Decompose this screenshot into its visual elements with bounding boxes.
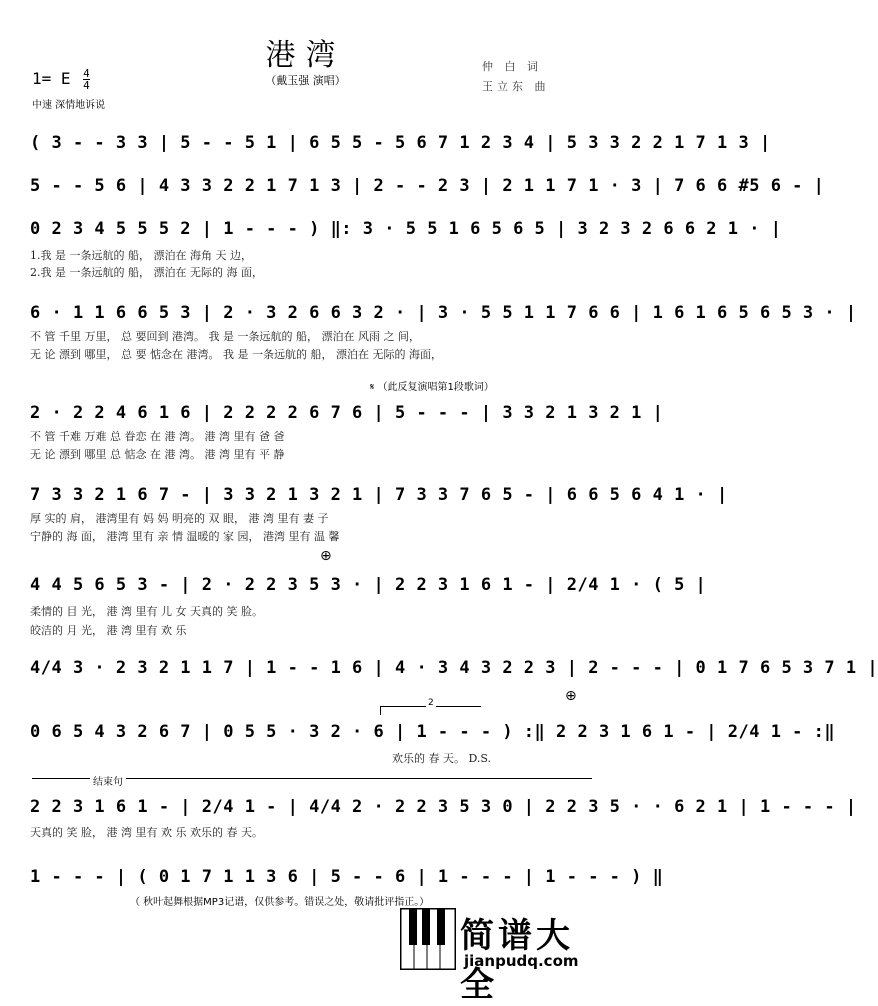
performer: （戴玉强 演唱） [265,74,346,87]
lyric-line: 欢乐的 春 天。 D.S. [392,752,492,765]
time-signature [83,68,90,91]
lyric-line: 1.我 是 一条远航的 船， 漂泊在 海角 天 边， [30,249,252,262]
volta-label: 2 [428,698,434,708]
staff-row: ( 3 - - 3 3 | 5 - - 5 1 | 6 5 5 - 5 6 7 1 2 3 4 | 5 3 3 2 2 1 7 1 3 | [30,133,771,153]
volta-bracket [380,698,481,715]
composer: 王立东 曲 [482,80,550,93]
coda-icon: ⊕ [565,688,577,704]
lyric-line: 2.我 是 一条远航的 船， 漂泊在 无际的 海 面， [30,266,263,279]
staff-row: 0 6 5 4 3 2 6 7 | 0 5 5 · 3 2 · 6 | 1 - - - ) :‖ 2 2 3 1 6 1 - | 2/4 1 - :‖ [30,722,836,742]
time-top: 4 [83,67,90,80]
lyric-line: 柔情的 目 光， 港 湾 里有 儿 女 天真的 笑 脸。 [30,605,263,618]
key-signature [32,68,90,91]
lyric-line: 无 论 漂到 哪里 总 惦念 在 港 湾。 港 湾 里有 平 静 [30,448,285,461]
staff-row: 2 · 2 2 4 6 1 6 | 2 2 2 2 6 7 6 | 5 - - - | 3 3 2 1 3 2 1 | [30,403,664,423]
lyricist: 仲 白 词 [482,60,542,73]
piano-keys-icon [400,908,456,970]
staff-row: 7 3 3 2 1 6 7 - | 3 3 2 1 3 2 1 | 7 3 3 7 6 5 - | 6 6 5 6 4 1 · | [30,485,728,505]
staff-row: 5 - - 5 6 | 4 3 3 2 2 1 7 1 3 | 2 - - 2 3 | 2 1 1 7 1 · 3 | 7 6 6 #5 6 - | [30,176,825,196]
tempo-marking: 中速 深情地诉说 [32,100,106,111]
segno-note-text: （此反复演唱第1段歌词） [377,382,494,393]
song-title: 港湾 [265,38,346,73]
lyric-line: 无 论 漂到 哪里， 总 要 惦念在 港湾。 我 是 一条远航的 船， 漂泊在 无际的 海面， [30,348,442,361]
lyric-line: 皎洁的 月 光， 港 湾 里有 欢 乐 [30,624,187,637]
segno-icon: 𝄋 [370,382,375,393]
coda-icon: ⊕ [320,548,332,564]
logo-text: 简谱大全 [460,916,574,1005]
staff-row: 2 2 3 1 6 1 - | 2/4 1 - | 4/4 2 · 2 2 3 5 3 0 | 2 2 3 5 · · 6 2 1 | 1 - - - | [30,797,857,817]
staff-row: 4 4 5 6 5 3 - | 2 · 2 2 3 5 3 · | 2 2 3 1 6 1 - | 2/4 1 · ( 5 | [30,575,707,595]
staff-row: 4/4 3 · 2 3 2 1 1 7 | 1 - - 1 6 | 4 · 3 4 3 2 2 3 | 2 - - - | 0 1 7 6 5 3 7 1 | [30,658,878,678]
logo-url: jianpudq.com [464,952,579,970]
footer-note: （ 秋叶起舞根据MP3记谱，仅供参考。错误之处，敬请批评指正。） [130,897,430,908]
segno-note [370,378,494,393]
ending-label: 结束句 [90,773,126,788]
lyric-line: 厚 实的 肩， 港湾里有 妈 妈 明亮的 双 眼， 港 湾 里有 妻 子 [30,512,329,525]
staff-row: 0 2 3 4 5 5 5 2 | 1 - - - ) ‖: 3 · 5 5 1 6 5 6 5 | 3 2 3 2 6 6 2 1 · | [30,219,782,239]
lyric-line: 不 管 千里 万里， 总 要回到 港湾。 我 是 一条远航的 船， 漂泊在 风雨 之 间， [30,330,420,343]
lyric-line: 宁静的 海 面， 港湾 里有 亲 情 温暖的 家 园， 港湾 里有 温 馨 [30,530,340,543]
key-text: 1= E [32,69,71,88]
staff-row: 6 · 1 1 6 6 5 3 | 2 · 3 2 6 6 3 2 · | 3 · 5 5 1 1 7 6 6 | 1 6 1 6 5 6 5 3 · | [30,303,857,323]
lyric-line: 不 管 千难 万难 总 眷恋 在 港 湾。 港 湾 里有 爸 爸 [30,430,285,443]
time-bottom: 4 [83,79,90,92]
site-logo [400,908,605,1005]
lyric-line: 天真的 笑 脸， 港 湾 里有 欢 乐 欢乐的 春 天。 [30,826,263,839]
staff-row: 1 - - - | ( 0 1 7 1 1 3 6 | 5 - - 6 | 1 - - - | 1 - - - ) ‖ [30,867,664,887]
